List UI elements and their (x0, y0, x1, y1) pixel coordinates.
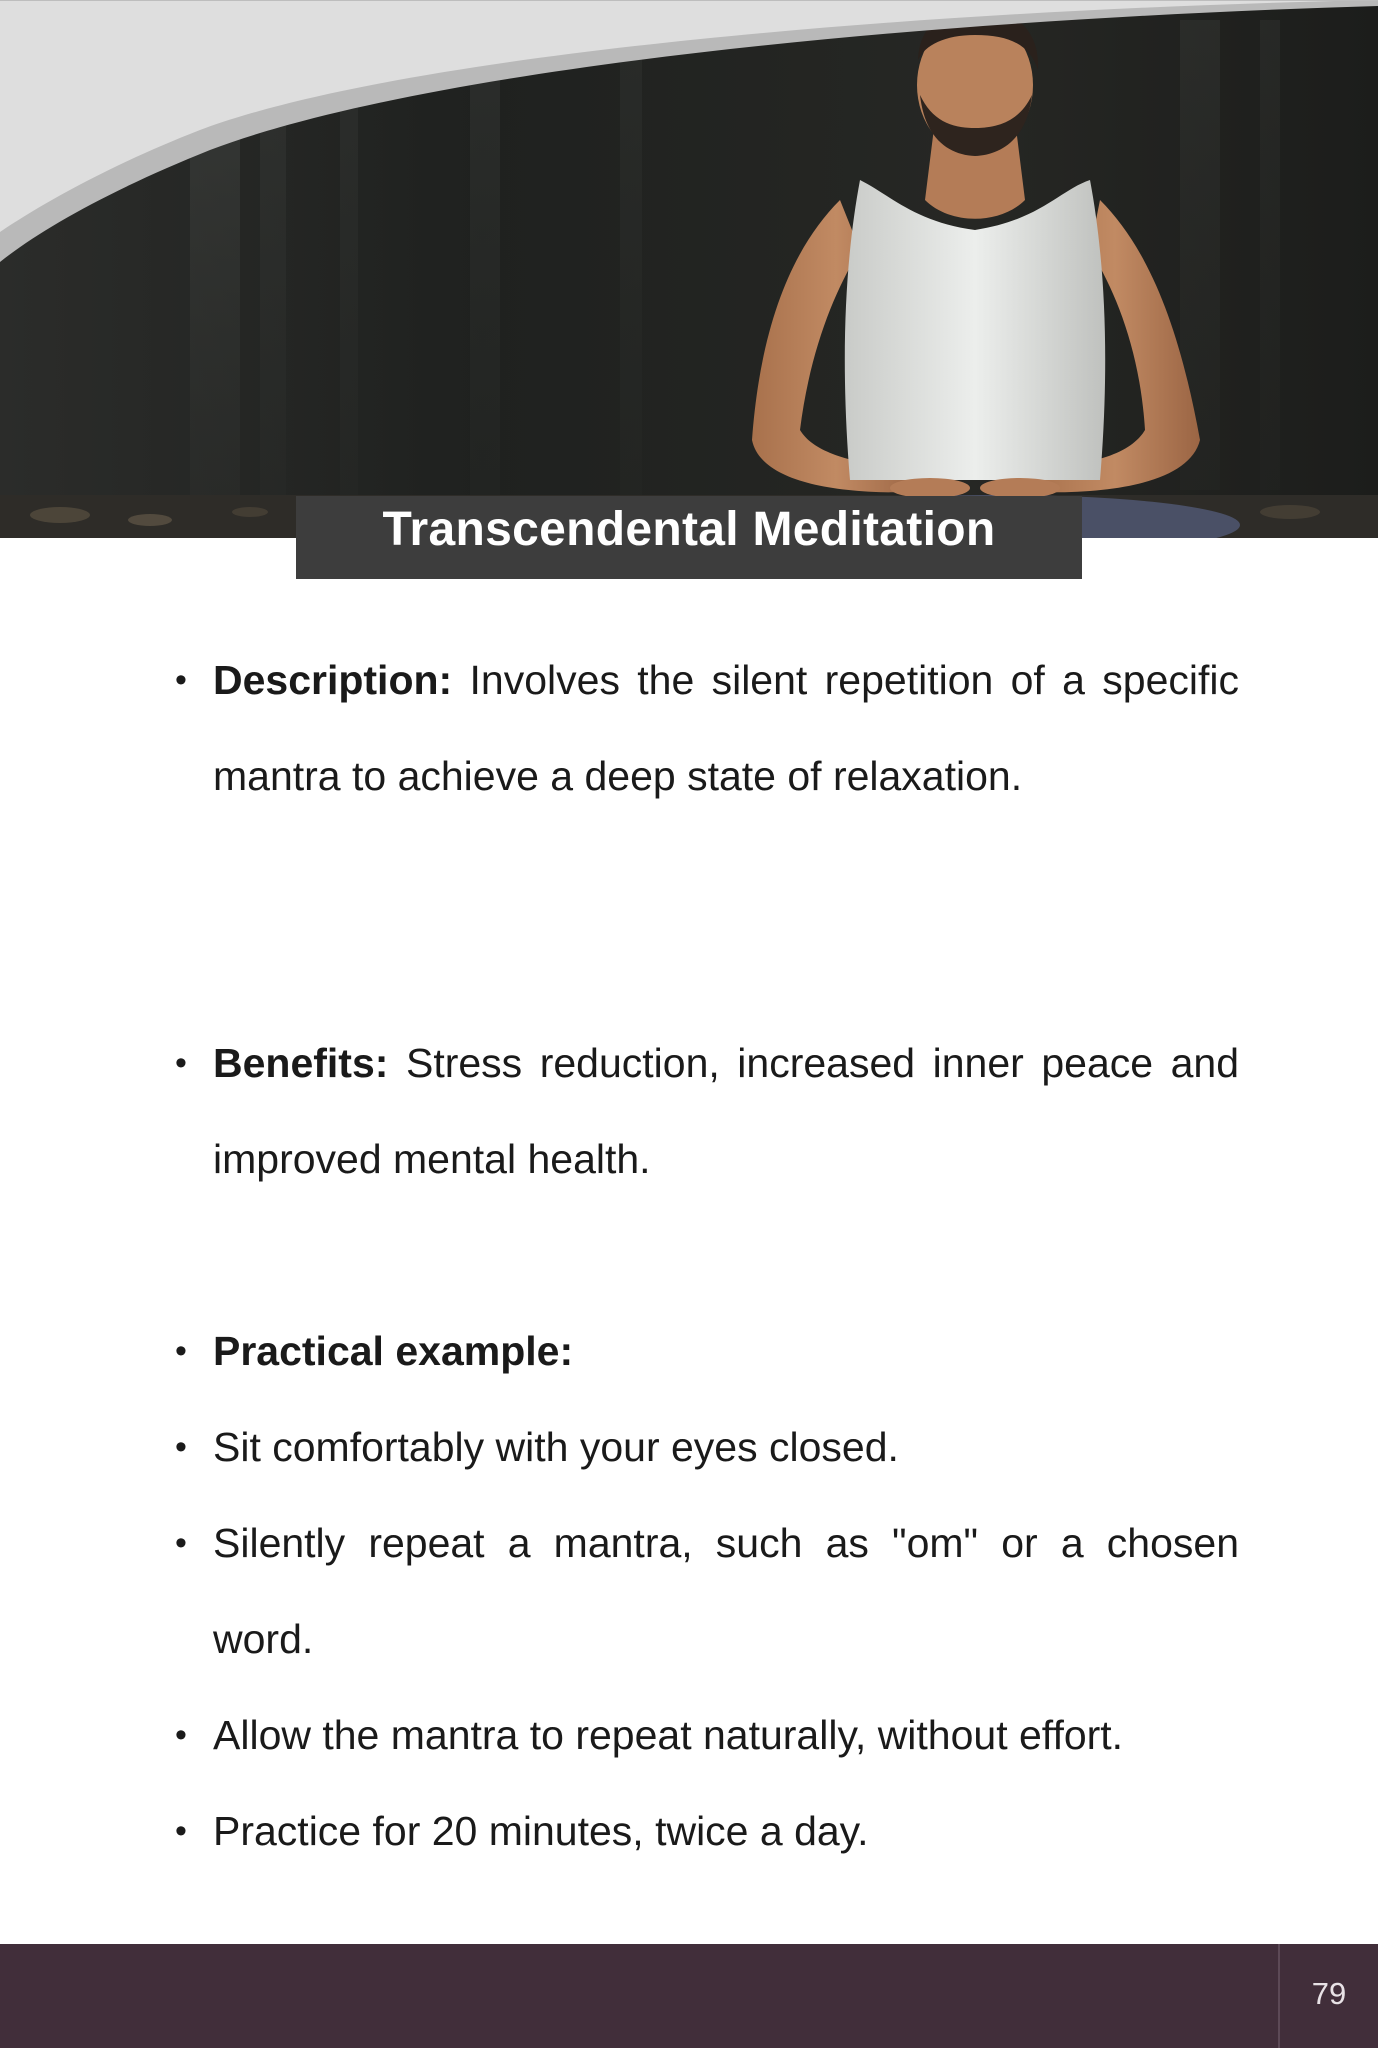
bullet-icon: • (175, 661, 187, 699)
page-number: 79 (1311, 1976, 1347, 2011)
item-text: Stress reduction, increased inner peace and improved mental health. (213, 1040, 1239, 1182)
list-item-benefits (175, 1015, 1239, 1207)
bullet-icon: • (175, 1716, 187, 1754)
bullet-icon: • (175, 1524, 187, 1562)
list-item-step-4 (175, 1783, 1239, 1879)
item-text: Involves the silent repetition of a specific mantra to achieve a deep state of relaxation. (213, 657, 1239, 799)
list-item-description (175, 632, 1239, 824)
item-text: Silently repeat a mantra, such as "om" or a chosen word. (213, 1520, 1239, 1662)
item-text: Sit comfortably with your eyes closed. (213, 1424, 899, 1470)
bullet-icon: • (175, 1044, 187, 1082)
hero-photo (0, 0, 1378, 538)
item-label: Practical example: (213, 1328, 574, 1374)
list-item-practical-example (175, 1303, 1239, 1399)
item-label: Description: (213, 657, 453, 703)
page-title: Transcendental Meditation (296, 496, 1082, 579)
list-item-step-2 (175, 1495, 1239, 1687)
meditation-photo (0, 0, 1378, 538)
item-label: Benefits: (213, 1040, 389, 1086)
bullet-icon: • (175, 1812, 187, 1850)
page-footer (0, 1944, 1378, 2048)
item-text: Practice for 20 minutes, twice a day. (213, 1808, 869, 1854)
bullet-icon: • (175, 1428, 187, 1466)
list-item-step-3 (175, 1687, 1239, 1783)
list-item-step-1 (175, 1399, 1239, 1495)
bullet-icon: • (175, 1332, 187, 1370)
item-text: Allow the mantra to repeat naturally, without effort. (213, 1712, 1124, 1758)
